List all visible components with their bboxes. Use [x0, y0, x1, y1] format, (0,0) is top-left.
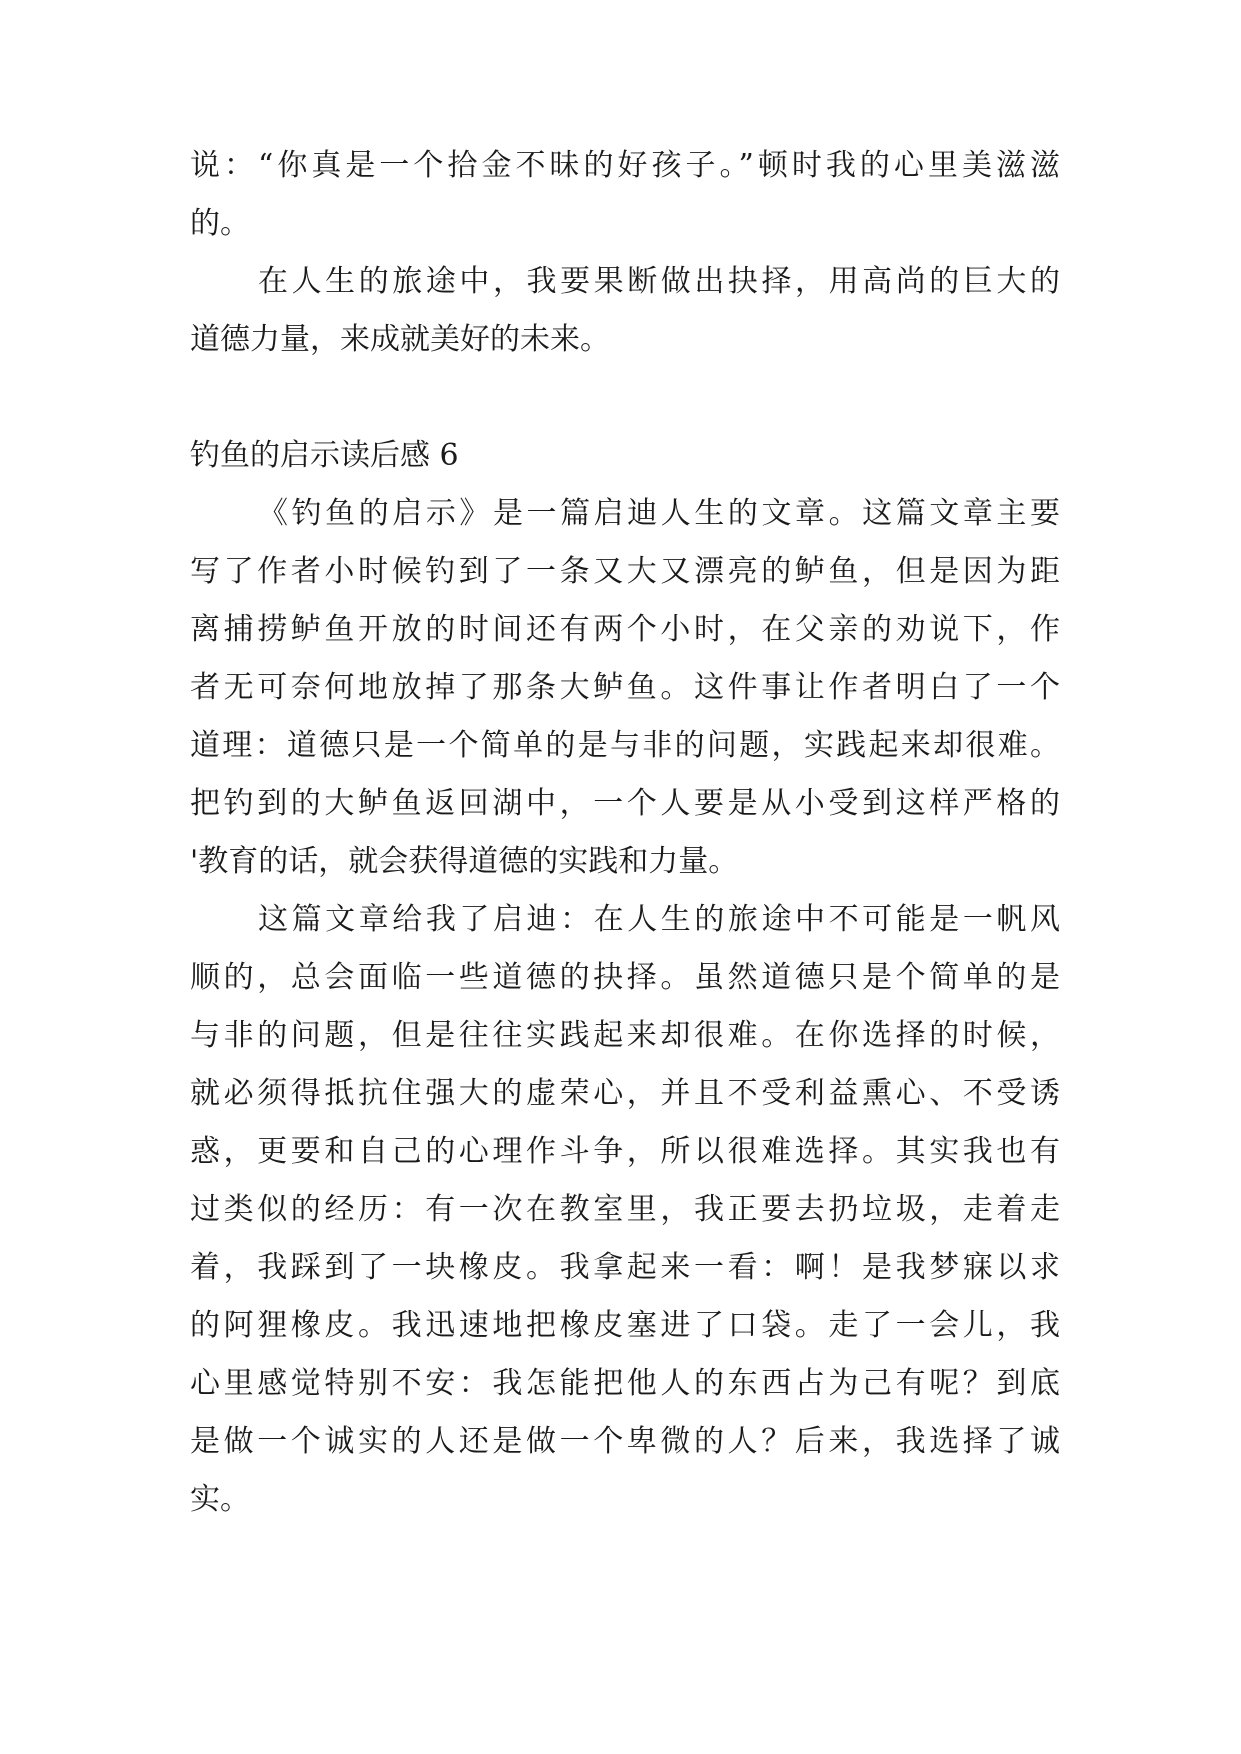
paragraph-line: 者无可奈何地放掉了那条大鲈鱼。这件事让作者明白了一个 [190, 670, 1060, 705]
paragraph-line: 把钓到的大鲈鱼返回湖中，一个人要是从小受到这样严格的 [190, 786, 1060, 821]
paragraph-line: 着，我踩到了一块橡皮。我拿起来一看：啊！是我梦寐以求 [190, 1250, 1060, 1285]
paragraph-line: 写了作者小时候钓到了一条又大又漂亮的鲈鱼，但是因为距 [190, 554, 1060, 589]
paragraph-line: 过类似的经历：有一次在教室里，我正要去扔垃圾，走着走 [190, 1192, 1060, 1227]
paragraph-line: '教育的话，就会获得道德的实践和力量。 [190, 844, 739, 879]
paragraph-line: 心里感觉特别不安：我怎能把他人的东西占为己有呢？到底 [190, 1366, 1060, 1401]
paragraph-line: 《钓鱼的启示》是一篇启迪人生的文章。这篇文章主要 [258, 496, 1060, 531]
paragraph-line: 说：“你真是一个拾金不昧的好孩子。”顿时我的心里美滋滋 [190, 148, 1060, 183]
paragraph-line: 的阿狸橡皮。我迅速地把橡皮塞进了口袋。走了一会儿，我 [190, 1308, 1060, 1343]
paragraph-line: 的。 [190, 206, 250, 241]
paragraph-line: 道理：道德只是一个简单的是与非的问题，实践起来却很难。 [190, 728, 1060, 763]
paragraph-line: 是做一个诚实的人还是做一个卑微的人？后来，我选择了诚 [190, 1424, 1060, 1459]
paragraph-line: 这篇文章给我了启迪：在人生的旅途中不可能是一帆风 [258, 902, 1060, 937]
paragraph-line: 顺的，总会面临一些道德的抉择。虽然道德只是个简单的是 [190, 960, 1060, 995]
paragraph-line: 惑，更要和自己的心理作斗争，所以很难选择。其实我也有 [190, 1134, 1060, 1169]
paragraph-line: 在人生的旅途中，我要果断做出抉择，用高尚的巨大的 [258, 264, 1060, 299]
paragraph-line: 道德力量，来成就美好的未来。 [190, 322, 610, 357]
paragraph-line: 就必须得抵抗住强大的虚荣心，并且不受利益熏心、不受诱 [190, 1076, 1060, 1111]
section-heading: 钓鱼的启示读后感 6 [190, 438, 459, 473]
paragraph-line: 离捕捞鲈鱼开放的时间还有两个小时，在父亲的劝说下，作 [190, 612, 1060, 647]
paragraph-line: 与非的问题，但是往往实践起来却很难。在你选择的时候， [190, 1018, 1060, 1053]
paragraph-line: 实。 [190, 1482, 250, 1517]
